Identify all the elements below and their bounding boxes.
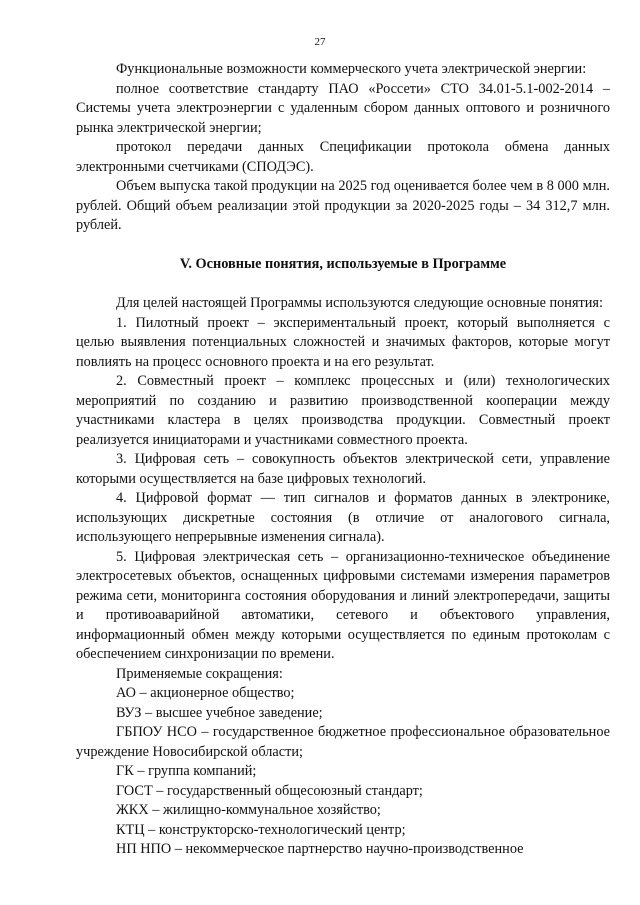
abbreviation-item: КТЦ – конструкторско-технологический центр;: [116, 821, 406, 838]
definition-item: 5. Цифровая электрическая сеть – организационно-техническое объединение электросетевых объектов, оснащенных цифровыми системами измерения параметров режима сети, мониторинга состояния оборудования и линий электропередачи, защиты и противоаварийной автоматики, сетевого и объектового управления, информационный обмен между которыми осуществляется по единым протоколам с обеспечением синхронизации по времени.: [76, 548, 610, 662]
document-body: [76, 60, 610, 860]
abbreviation-item: ГК – группа компаний;: [116, 763, 257, 779]
definition-item: 4. Цифровой формат — тип сигналов и форматов данных в электронике, использующих дискретные состояния (в отличие от аналогового сигнала, использующего непрерывные изменения сигнала).: [76, 490, 610, 545]
section-heading: V. Основные понятия, используемые в Программе: [179, 255, 507, 272]
abbreviations-heading: Применяемые сокращения:: [116, 665, 283, 682]
definition-item: 2. Совместный проект – комплекс процессных и (или) технологических мероприятий по созданию и развитию производственной кооперации между участниками кластера в целях производства продукции. Совместный проект реализуется инициаторами и участниками совместного проекта.: [76, 373, 610, 448]
abbreviation-item: ГОСТ – государственный общесоюзный стандарт;: [116, 782, 423, 799]
abbreviation-item: НП НПО – некоммерческое партнерство научно-производственное: [116, 841, 524, 857]
paragraph: Функциональные возможности коммерческого учета электрической энергии:: [116, 61, 587, 77]
abbreviation-item: АО – акционерное общество;: [116, 685, 295, 701]
definition-item: 1. Пилотный проект – экспериментальный проект, который выполняется с целью выявления потенциальных сложностей и значимых факторов, которые могут повлиять на процесс основного проекта и на его результат.: [76, 314, 610, 370]
abbreviation-item: ВУЗ – высшее учебное заведение;: [116, 704, 323, 721]
paragraph: Объем выпуска такой продукции на 2025 год оценивается более чем в 8 000 млн. рублей. Общий объем реализации этой продукции за 2020-2025 годы – 34 312,7 млн. рублей.: [76, 178, 610, 233]
abbreviation-item: ГБПОУ НСО – государственное бюджетное профессиональное образовательное учреждение Новосибирской области;: [76, 724, 610, 760]
paragraph: полное соответствие стандарту ПАО «Россети» СТО 34.01-5.1-002-2014 – Системы учета электроэнергии с удаленным сбором данных оптового и розничного рынка электрической энергии;: [76, 80, 610, 136]
page-number: 27: [314, 36, 326, 48]
paragraph: протокол передачи данных Спецификации протокола обмена данных электронными счетчиками (СПОДЭС).: [76, 139, 610, 175]
definition-item: 3. Цифровая сеть – совокупность объектов электрической сети, управление которыми осуществляется на базе цифровых технологий.: [76, 451, 610, 487]
abbreviation-item: ЖКХ – жилищно-коммунальное хозяйство;: [116, 802, 381, 818]
paragraph: Для целей настоящей Программы используются следующие основные понятия:: [116, 295, 603, 311]
